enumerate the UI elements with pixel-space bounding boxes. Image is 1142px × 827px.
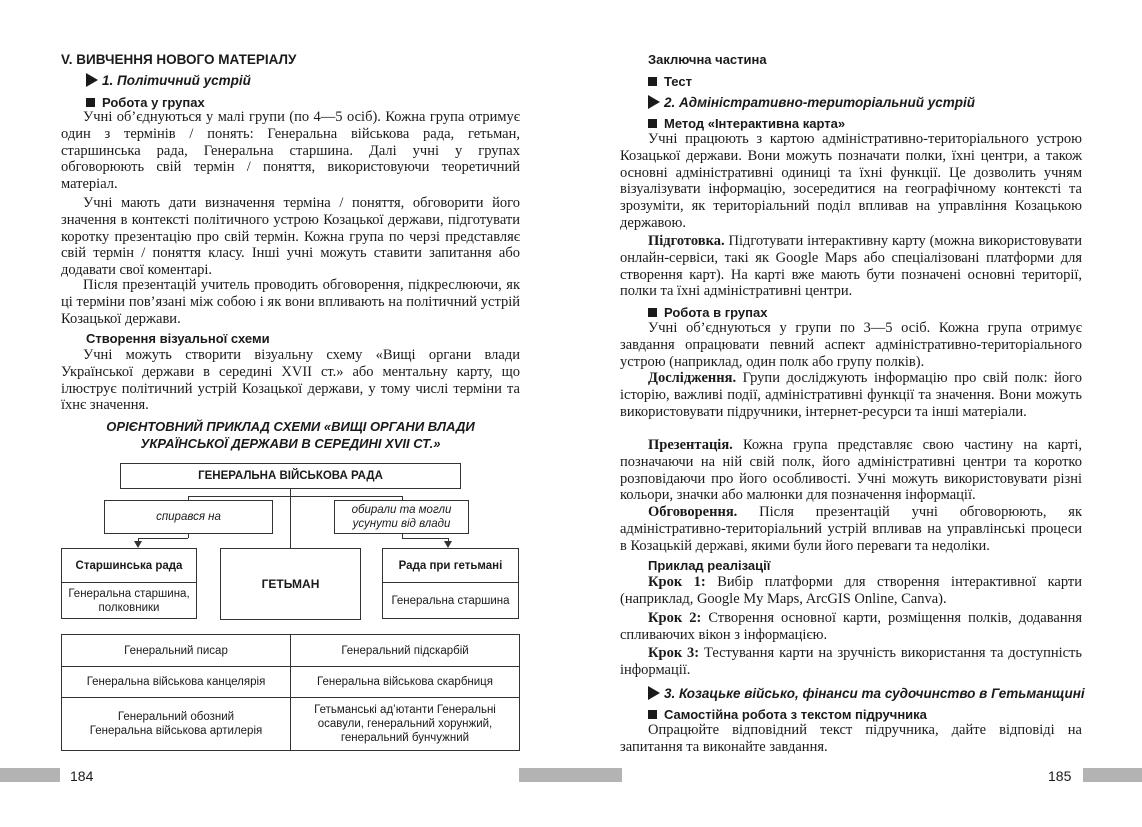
starshyna-council-box: Старшинська рада — [61, 548, 197, 583]
test-heading: Тест — [648, 74, 692, 89]
independent-work-heading: Самостійна робота з текстом підручника — [648, 707, 927, 722]
groups-heading: Робота в групах — [648, 305, 767, 320]
general-military-council-box: ГЕНЕРАЛЬНА ВІЙСЬКОВА РАДА — [120, 463, 461, 489]
table-cell: Генеральна військова скарбниця — [290, 666, 520, 698]
work-groups-heading: Робота у групах — [86, 95, 205, 110]
paragraph-3: Опрацюйте відповідний текст підручника, дайте відповіді на запитання та виконайте завдання. — [620, 722, 1082, 755]
square-bullet-icon — [648, 710, 657, 719]
research-paragraph: Дослідження. Групи досліджують інформацію про свій полк: його історію, важливі події, адміністративні функції та значення. Вони можуть використовувати підручники, інтернет-ресурси та інші матеріали. — [620, 370, 1083, 420]
paragraph-1: Учні об’єднуються у малі групи (по 4—5 осіб). Кожна група отримує один з термінів / понять: Генеральна військова рада, гетьман, старшинська рада, Генеральна старшина. Далі учні у групах обговорюють свій термін / поняття, використовуючи теоретичний матеріал. — [61, 109, 520, 193]
square-bullet-icon — [648, 119, 657, 128]
hetman-box: ГЕТЬМАН — [220, 548, 361, 620]
discussion-paragraph: Обговорення. Після презентацій учні обговорюють, як адміністративно-територіальний устрій впливав на управлінські процеси в Козацькій державі, якими були його переваги та недоліки. — [620, 504, 1082, 554]
step-3: Крок 3: Тестування карти на зручність використання та доступність інформації. — [620, 645, 1083, 678]
table-cell: Генеральний підскарбій — [290, 634, 520, 667]
starshyna-council-members-box: Генеральна старшина, полковники — [61, 582, 197, 619]
connector-line — [188, 496, 290, 497]
paragraph-1: Учні працюють з картою адміністративно-територіального устрою Козацької держави. Вони можуть позначати полки, їхні центри, а також основні адміністративні одиниці та їхні функції. Це дозволить учням візуалізувати інформацію, зосередитися на географічному контексті та зрозуміти, як територіальний поділ впливав на управління Козацькою державою. — [620, 131, 1082, 231]
final-part-heading: Заключна частина — [648, 52, 767, 67]
diagram-caption: ОРІЄНТОВНИЙ ПРИКЛАД СХЕМИ «ВИЩІ ОРГАНИ ВЛАДИ УКРАЇНСЬКОЇ ДЕРЖАВИ В СЕРЕДИНІ XVII СТ.» — [106, 419, 475, 451]
method-heading: Метод «Інтерактивна карта» — [648, 116, 845, 131]
page-number: 185 — [1048, 768, 1072, 784]
footer-bar — [0, 768, 60, 782]
table-cell: Генеральна військова канцелярія — [61, 666, 291, 698]
triangle-marker-icon — [86, 73, 98, 87]
square-bullet-icon — [648, 308, 657, 317]
paragraph-2: Учні об’єднуються у групи по 3—5 осіб. Кожна група отримує завдання опрацювати певний аспект адміністративно-територіального устрою (наприклад, один полк або групу полків). — [620, 320, 1082, 370]
preparation-paragraph: Підготовка. Підготувати інтерактивну карту (можна використовувати онлайн-сервіси, такі як Google Maps або спеціалізовані платформи для створення карт). На карті вже мають бути позначені основні території, полки та їхні адміністративні центри. — [620, 233, 1082, 300]
paragraph-2: Учні мають дати визначення терміна / поняття, обговорити його значення в контексті політичного устрою Козацької держави, підготувати коротку презентацію про свій термін. Кожна група по черзі представляє свій термін / поняття класу. Інші учні можуть ставити запитання або додавати свої коментарі. — [61, 195, 520, 279]
relied-on-box: спирався на — [104, 500, 273, 534]
right-page — [571, 0, 1142, 827]
topic-3-heading: 3. Козацьке військо, фінанси та судочинство в Гетьманщині — [648, 686, 1085, 701]
connector-line — [402, 538, 448, 539]
example-heading: Приклад реалізації — [648, 558, 771, 573]
connector-line — [138, 538, 188, 539]
step-2: Крок 2: Створення основної карти, розміщення полків, додавання спливаючих вікон з інформацією. — [620, 610, 1083, 643]
triangle-marker-icon — [648, 686, 660, 700]
hetman-council-box: Рада при гетьмані — [382, 548, 519, 583]
presentation-paragraph: Презентація. Кожна група представляє свою частину на карті, позначаючи на ній свій полк, його адміністративні центри та коротко розповідаючи про його особливості. Учні можуть використовувати різні кольори, значки або малюнки для позначення інформації. — [620, 437, 1082, 504]
topic-1-heading: 1. Політичний устрій — [86, 73, 251, 88]
footer-bar — [571, 768, 622, 782]
step-1: Крок 1: Вибір платформи для створення інтерактивної карти (наприклад, Google My Maps, ArcGIS Online, Canva). — [620, 574, 1083, 607]
square-bullet-icon — [86, 98, 95, 107]
elected-box: обирали та могли усунути від влади — [334, 500, 469, 534]
arrow-down-icon — [444, 541, 452, 548]
table-cell: Генеральний обозний Генеральна військова артилерія — [61, 697, 291, 751]
connector-line — [290, 496, 402, 497]
triangle-marker-icon — [648, 95, 660, 109]
arrow-down-icon — [134, 541, 142, 548]
footer-bar — [519, 768, 571, 782]
hetman-council-members-box: Генеральна старшина — [382, 582, 519, 619]
section-heading: V. ВИВЧЕННЯ НОВОГО МАТЕРІАЛУ — [61, 52, 297, 67]
topic-2-heading: 2. Адміністративно-територіальний устрій — [648, 95, 975, 110]
square-bullet-icon — [648, 77, 657, 86]
page-number: 184 — [70, 768, 94, 784]
visual-scheme-heading: Створення візуальної схеми — [86, 331, 270, 346]
table-cell: Генеральний писар — [61, 634, 291, 667]
table-cell: Гетьманські ад’ютанти Генеральні осавули, генеральний хорунжий, генеральний бунчужний — [290, 697, 520, 751]
paragraph-4: Учні можуть створити візуальну схему «Вищі органи влади Української держави в середині XVII ст.» або ментальну карту, що ілюструє політичний устрій Козацької держави, у тому числі терміни та їхнє значення. — [61, 347, 520, 414]
footer-bar — [1083, 768, 1142, 782]
paragraph-3: Після презентацій учитель проводить обговорення, підкреслюючи, як ці терміни пов’язані між собою і як вони впливають на політичний устрій Козацької держави. — [61, 277, 520, 327]
